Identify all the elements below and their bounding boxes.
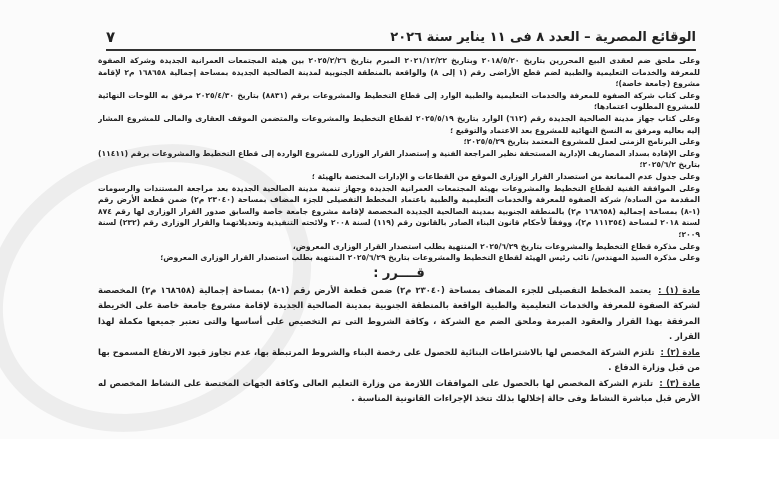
recital: وعلى الموافقة الفنية لقطاع التخطيط والمشروعات بهيئة المجتمعات العمرانية الجديدة وجهاز تنمية مدينة الصالحية الجديدة بعد مراجعة المستندات والرسومات المقدمة من السادة/ شركة الصفوة للمعرفة والخدمات التعليمية والطبية باعتماد المخطط التفصيلى للجزء المضاف بمساحة (٢٣٠٤٠ م٢) ضمن قطعة الأرض رقم (١-٨) بمساحة إجمالية (١٦٨٦٥٨ م٢) بالمنطقة الجنوبية بمدينة الصالحية الجديدة المخصصة لإقامة مشروع جامعة خاصة والسابق صدور القرار الوزارى لها رقم ٨٧٤ لسنة ٢٠١٨ لمساحة (١١١٣٥٤ م٢)، ووفقاً لأحكام قانون البناء الصادر بالقانون رقم (١١٩) لسنة ٢٠٠٨ ولائحته التنفيذية وتعديلاتهما والقرار الوزارى رقم (٢٣٢) لسنة ٢٠٠٩؛ — [98, 183, 700, 239]
gazette-title: الوقائع المصرية – العدد ٨ فى ١١ يناير سنة ٢٠٢٦ — [390, 29, 696, 45]
decree-heading: قــــرر : — [373, 265, 425, 281]
article-1 — [98, 283, 700, 345]
page-number: ٧ — [106, 28, 116, 46]
recital: وعلى مذكرة قطاع التخطيط والمشروعات بتاريخ ٢٠٢٥/٦/٢٩ المنتهية بطلب استصدار القرار الوزارى المعروض، — [292, 241, 700, 251]
article-label: مادة (١) : — [658, 284, 700, 295]
article-text: تلتزم الشركة المخصص لها بالحصول على الموافقات اللازمة من وزارة التعليم العالى وكافة الجهات المختصة على النشاط المخصص له الأرض قبل مباشرة النشاط وفى حالة إخلالها بذلك تتخذ الإجراءات القانونية المناسبة . — [98, 377, 700, 404]
document-body — [98, 55, 700, 435]
article-label: مادة (٢) : — [660, 346, 700, 357]
recital: وعلى ملحق ضم لعقدى البيع المحررين بتاريخ ٢٠١٨/٥/٢٠ وبتاريخ ٢٠٢١/١٢/٢٢ المبرم بتاريخ ٢٠٢٥/٢/٢٦ بين هيئة المجتمعات العمرانية الجديدة وشركة الصفوة للمعرفة والخدمات التعليمية والطبية لضم قطع الأراضى رقم (١ إلى ٨) والواقعة بالمنطقة الجنوبية لمدينة الصالحية الجديدة بمساحة إجمالية ١٦٨٦٥٨ م٢ لإقامة مشروع (جامعة خاصة)؛ — [98, 56, 700, 89]
recital: وعلى الإفادة بسداد المصاريف الإدارية المستحقة نظير المراجعة الفنية و إستصدار القرار الوزارى للمشروع الواردة إلى قطاع التخطيط والمشروعات برقم (١١٤١١) بتاريخ ٢٠٢٥/٦/٢؛ — [98, 148, 700, 170]
article-2 — [98, 345, 700, 376]
article-label: مادة (٣) : — [659, 377, 700, 388]
article-text: يعتمد المخطط التفصيلى للجزء المضاف بمساحة (٢٣٠٤٠ م٢) ضمن قطعة الأرض رقم (١-٨) بمساحة إجمالية (١٦٨٦٥٨ م٢) المخصصة لشركة الصفوة للمعرفة والخدمات التعليمية والطبية الواقعة بالمنطقة الجنوبية بمدينة الصالحية الجديدة لإقامة مشروع جامعة خاصة على الخريطة المرفقة بهذا القرار والعقود المبرمة وملحق الضم مع الشركة ، وكافة الشروط التى تم التخصيص على أساسها والتى تعتبر جميعها مكملة لهذا القرار . — [98, 284, 700, 342]
recital: وعلى مذكرة السيد المهندس/ نائب رئيس الهيئة لقطاع التخطيط والمشروعات بتاريخ ٢٠٢٥/٦/٢٩ المنتهية بطلب استصدار القرار الوزارى المعروض؛ — [160, 253, 700, 263]
article-text: تلتزم الشركة المخصص لها بالاشتراطات البنائية للحصول على رخصة البناء والشروط المرتبطة بها، عدم تجاوز قيود الارتفاع المسموح بها من قبل وزارة الدفاع . — [98, 346, 700, 373]
page-header — [106, 28, 696, 46]
recital: وعلى كتاب جهاز مدينة الصالحية الجديدة رقم (٦١٢) الوارد بتاريخ ٢٠٢٥/٥/١٩ لقطاع التخطيط والمشروعات والمتضمن الموقف العقارى والمالى للمشروع المشار إليه بعاليه ومرفق به النسخ النهائية للمشروع بعد الاعتماد والتوقيع ؛ — [98, 113, 700, 135]
article-3 — [98, 376, 700, 407]
recital: وعلى كتاب شركة الصفوة للمعرفة والخدمات التعليمية والطبية الوارد إلى قطاع التخطيط والمشروعات برقم (٨٨٣١) بتاريخ ٢٠٢٥/٤/٣٠ مرفق به اللوحات النهائية للمشروع المطلوب اعتمادها؛ — [98, 90, 700, 112]
recital: وعلى البرنامج الزمنى لعمل للمشروع المعتمد بتاريخ ٢٠٢٥/٥/٢٩؛ — [463, 137, 700, 147]
recital: وعلى جدول عدم الممانعة من استصدار القرار الوزارى الموقع من القطاعات و الإدارات المختصة بالهيئة ؛ — [311, 171, 700, 181]
header-rule — [106, 49, 696, 51]
